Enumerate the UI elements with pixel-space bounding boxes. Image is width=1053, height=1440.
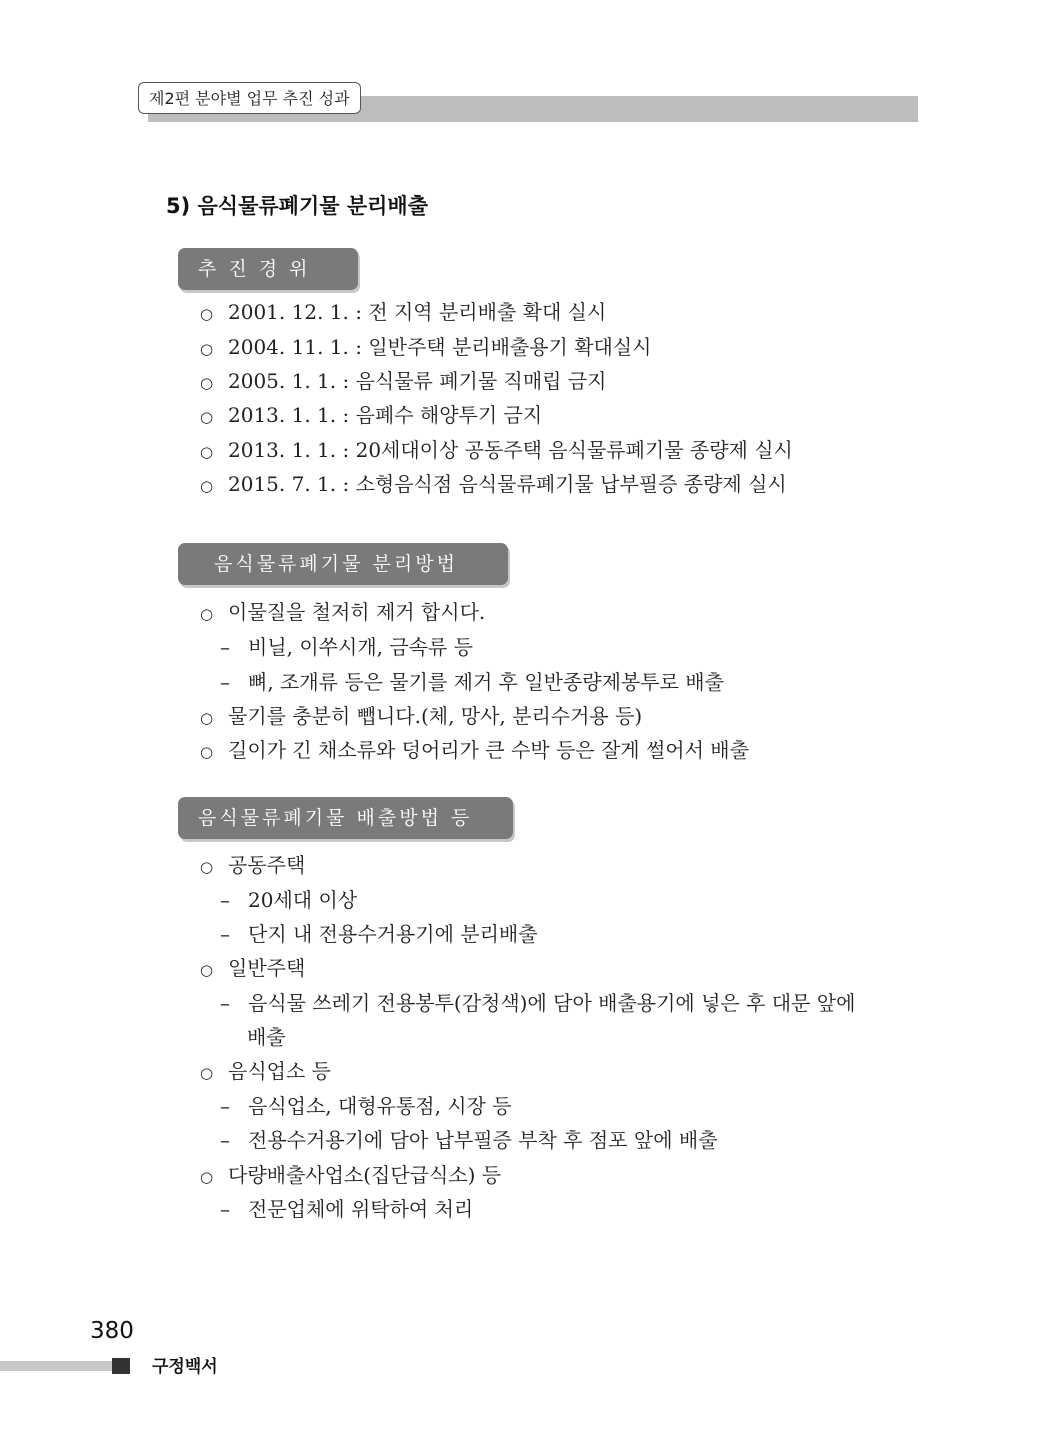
history-item [200,364,607,400]
history-item [200,398,542,434]
circle-bullet-icon: ○ [200,408,214,426]
history-label: 추 진 경 위 [178,248,358,290]
footer-block [112,1358,130,1374]
discharge-subitem [220,883,357,917]
discharge-subitem [220,1123,718,1157]
dash-bullet-icon: – [220,991,230,1015]
discharge-item [200,1158,501,1194]
discharge-subitem [220,986,855,1020]
book-title: 구정백서 [152,1357,218,1377]
history-item [200,295,606,331]
circle-bullet-icon: ○ [200,1064,214,1082]
discharge-subitem-text: 전용수거용기에 담아 납부필증 부착 후 점포 앞에 배출 [248,1128,718,1152]
discharge-subitem-text: 음식물 쓰레기 전용봉투(감청색)에 담아 배출용기에 넣은 후 대문 앞에 [248,991,856,1015]
footer-bar [0,1361,112,1371]
dash-bullet-icon: – [220,1094,230,1118]
method-item-text: 이물질을 철저히 제거 합시다. [228,600,486,624]
discharge-subitem [220,1089,512,1123]
circle-bullet-icon: ○ [200,443,214,461]
history-item [200,330,652,366]
method-item-text: 길이가 긴 채소류와 덩어리가 큰 수박 등은 잘게 썰어서 배출 [228,738,749,762]
circle-bullet-icon: ○ [200,1168,214,1186]
discharge-item [200,951,305,987]
method-subitem [220,665,724,699]
method-item [200,595,485,631]
history-item-text: 2013. 1. 1. : 음폐수 해양투기 금지 [228,403,543,427]
dash-bullet-icon: – [220,1197,230,1221]
discharge-subitem-continuation: 배출 [247,1025,286,1049]
discharge-item-text: 음식업소 등 [228,1059,331,1083]
circle-bullet-icon: ○ [200,305,214,323]
method-item [200,699,642,735]
discharge-label: 음식물류폐기물 배출방법 등 [178,797,513,839]
discharge-item-text: 공동주택 [228,853,306,877]
dash-bullet-icon: – [220,922,230,946]
history-item-text: 2004. 11. 1. : 일반주택 분리배출용기 확대실시 [228,335,652,359]
circle-bullet-icon: ○ [200,374,214,392]
circle-bullet-icon: ○ [200,709,214,727]
circle-bullet-icon: ○ [200,961,214,979]
chapter-tab: 제2편 분야별 업무 추진 성과 [138,82,361,114]
discharge-subitem-text: 음식업소, 대형유통점, 시장 등 [248,1094,512,1118]
circle-bullet-icon: ○ [200,858,214,876]
dash-bullet-icon: – [220,670,230,694]
page-number: 380 [90,1318,134,1344]
circle-bullet-icon: ○ [200,743,214,761]
history-item [200,467,787,503]
history-item-text: 2001. 12. 1. : 전 지역 분리배출 확대 실시 [228,300,607,324]
circle-bullet-icon: ○ [200,477,214,495]
discharge-subitem-text: 단지 내 전용수거용기에 분리배출 [248,922,538,946]
history-item [200,433,793,469]
discharge-subitem-text: 전문업체에 위탁하여 처리 [248,1197,474,1221]
history-item-text: 2013. 1. 1. : 20세대이상 공동주택 음식물류폐기물 종량제 실시 [228,438,793,462]
discharge-subitem [220,1192,473,1226]
history-item-text: 2015. 7. 1. : 소형음식점 음식물류폐기물 납부필증 종량제 실시 [228,472,787,496]
method-label: 음식물류폐기물 분리방법 [178,543,508,585]
method-subitem [220,630,473,664]
discharge-subitem-text: 20세대 이상 [248,888,358,912]
discharge-item [200,1054,331,1090]
history-item-text: 2005. 1. 1. : 음식물류 폐기물 직매립 금지 [228,369,607,393]
discharge-item [200,848,305,884]
discharge-item-text: 다량배출사업소(집단급식소) 등 [228,1163,502,1187]
method-item [200,733,749,769]
section-title: 5) 음식물류폐기물 분리배출 [166,194,428,218]
method-subitem-text: 비닐, 이쑤시개, 금속류 등 [248,635,473,659]
method-item-text: 물기를 충분히 뺍니다.(체, 망사, 분리수거용 등) [228,704,643,728]
discharge-subitem [220,917,538,951]
discharge-item-text: 일반주택 [228,956,306,980]
circle-bullet-icon: ○ [200,340,214,358]
method-subitem-text: 뼈, 조개류 등은 물기를 제거 후 일반종량제봉투로 배출 [248,670,724,694]
circle-bullet-icon: ○ [200,605,214,623]
dash-bullet-icon: – [220,635,230,659]
dash-bullet-icon: – [220,1128,230,1152]
dash-bullet-icon: – [220,888,230,912]
